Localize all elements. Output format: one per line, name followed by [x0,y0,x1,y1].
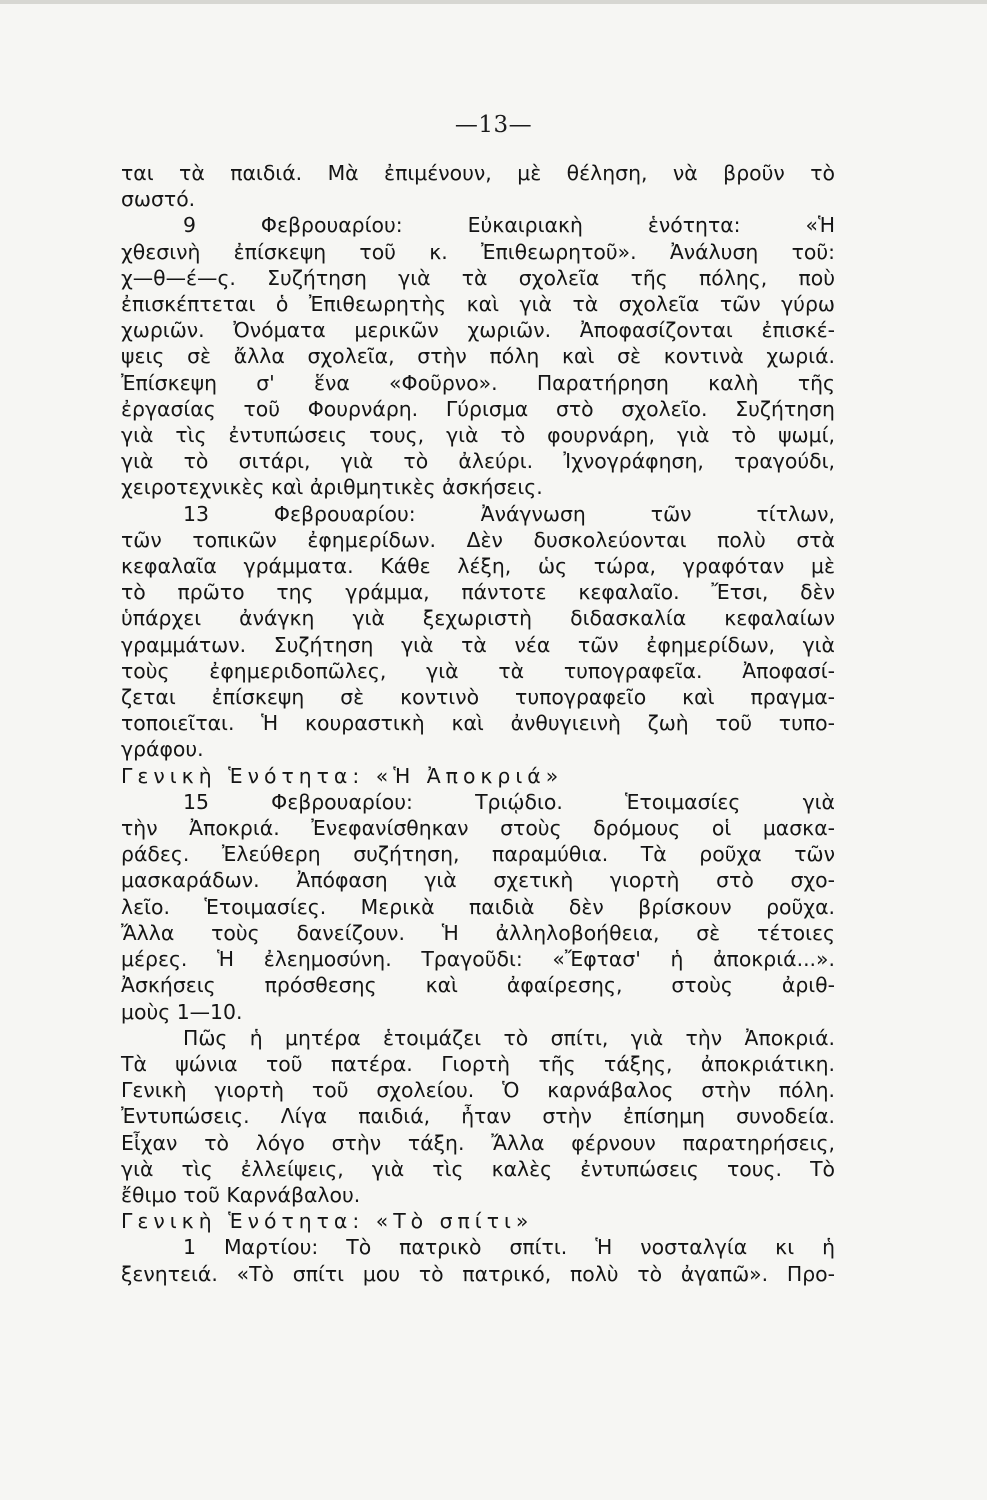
text-line: γιὰ τὶς ἐντυπώσεις τους, γιὰ τὸ φουρνάρη, γιὰ τὸ ψωμί, [121,423,835,448]
text-line: χωριῶν. Ὀνόματα μερικῶν χωριῶν. Ἀποφασίζονται ἐπισκέ- [121,318,835,343]
text-line: γράφου. [121,737,204,762]
text-line: Τὰ ψώνια τοῦ πατέρα. Γιορτὴ τῆς τάξης, ἀποκριάτικη. [121,1051,835,1076]
text-line: ἐπισκέπτεται ὁ Ἐπιθεωρητὴς καὶ γιὰ τὰ σχολεῖα τῶν γύρω [121,292,835,317]
text-line: μασκαράδων. Ἀπόφαση γιὰ σχετικὴ γιορτὴ στὸ σχο- [121,868,835,893]
text-line: 9 Φεβρουαρίου: Εὐκαιριακὴ ἑνότητα: «Ἡ [183,213,835,238]
text-line: τοποιεῖται. Ἡ κουραστικὴ καὶ ἀνθυγιεινὴ ζωὴ τοῦ τυπο- [121,711,835,736]
page-number: —13— [454,112,533,138]
text-line: μοὺς 1—10. [121,999,243,1024]
text-line: τὴν Ἀποκριά. Ἐνεφανίσθηκαν στοὺς δρόμους οἱ μασκα- [121,816,835,841]
text-line: Ἐπίσκεψη σ' ἕνα «Φοῦρνο». Παρατήρηση καλὴ τῆς [121,370,835,395]
text-line: χθεσινὴ ἐπίσκεψη τοῦ κ. Ἐπιθεωρητοῦ». Ἀνάλυση τοῦ: [121,239,835,264]
text-line: Ἐντυπώσεις. Λίγα παιδιά, ἦταν στὴν ἐπίσημη συνοδεία. [121,1104,835,1129]
text-line: ἐργασίας τοῦ Φουρνάρη. Γύρισμα στὸ σχολεῖο. Συζήτηση [121,396,835,421]
text-line: μέρες. Ἡ ἐλεημοσύνη. Τραγοῦδι: «Ἔφτασ' ἡ ἀποκριά...». [121,947,835,972]
text-line: σωστό. [121,187,196,212]
text-line: τῶν τοπικῶν ἐφημερίδων. Δὲν δυσκολεύονται πολὺ στὰ [121,527,835,552]
text-line: Γενικὴ γιορτὴ τοῦ σχολείου. Ὁ καρνάβαλος στὴν πόλη. [121,1078,835,1103]
text-line: 13 Φεβρουαρίου: Ἀνάγνωση τῶν τίτλων, [183,501,835,526]
text-line: λεῖο. Ἑτοιμασίες. Μερικὰ παιδιὰ δὲν βρίσκουν ροῦχα. [121,894,835,919]
text-line: ται τὰ παιδιά. Μὰ ἐπιμένουν, μὲ θέληση, νὰ βροῦν τὸ [121,161,835,185]
text-line: χειροτεχνικὲς καὶ ἀριθμητικὲς ἀσκήσεις. [121,475,543,500]
text-line: ὑπάρχει ἀνάγκη γιὰ ξεχωριστὴ διδασκαλία κεφαλαίων [121,606,835,631]
text-line: χ—θ—έ—ς. Συζήτηση γιὰ τὰ σχολεῖα τῆς πόλης, ποὺ [121,265,835,290]
page-top-edge [0,0,987,4]
text-line: γιὰ τὶς ἐλλείψεις, γιὰ τὶς καλὲς ἐντυπώσεις τους. Τὸ [121,1156,835,1181]
text-line: τὸ πρῶτο της γράμμα, πάντοτε κεφαλαῖο. Ἔτσι, δὲν [121,580,835,605]
text-line: γραμμάτων. Συζήτηση γιὰ τὰ νέα τῶν ἐφημερίδων, γιὰ [121,632,835,657]
text-line: Ἄλλα τοὺς δανείζουν. Ἡ ἀλληλοβοήθεια, σὲ τέτοιες [121,920,835,945]
section-heading: Γενικὴ Ἑνότητα: «Τὸ σπίτι» [121,1209,534,1234]
text-line: 1 Μαρτίου: Τὸ πατρικὸ σπίτι. Ἡ νοσταλγία κι ἡ [183,1235,835,1260]
text-line: Πῶς ἡ μητέρα ἑτοιμάζει τὸ σπίτι, γιὰ τὴν Ἀποκριά. [183,1025,835,1050]
text-line: ψεις σὲ ἄλλα σχολεῖα, στὴν πόλη καὶ σὲ κοντινὰ χωριά. [121,344,835,369]
text-line: τοὺς ἐφημεριδοπῶλες, γιὰ τὰ τυπογραφεῖα. Ἀποφασί- [121,658,835,683]
section-heading: Γενικὴ Ἑνότητα: «Ἡ Ἀποκριά» [121,763,564,788]
text-line: ἔθιμο τοῦ Καρνάβαλου. [121,1182,361,1207]
text-line: ζεται ἐπίσκεψη σὲ κοντινὸ τυπογραφεῖο καὶ πραγμα- [121,685,835,710]
text-line: 15 Φεβρουαρίου: Τριῴδιο. Ἑτοιμασίες γιὰ [183,789,835,814]
text-line: γιὰ τὸ σιτάρι, γιὰ τὸ ἀλεύρι. Ἰχνογράφηση, τραγούδι, [121,449,835,474]
body-text [121,160,835,1287]
text-line: ράδες. Ἐλεύθερη συζήτηση, παραμύθια. Τὰ ροῦχα τῶν [121,842,835,867]
text-line: κεφαλαῖα γράμματα. Κάθε λέξη, ὡς τώρα, γραφόταν μὲ [121,554,835,579]
text-line: ξενητειά. «Τὸ σπίτι μου τὸ πατρικό, πολὺ τὸ ἀγαπῶ». Προ- [121,1261,835,1286]
text-line: Εἶχαν τὸ λόγο στὴν τάξη. Ἄλλα φέρνουν παρατηρήσεις, [121,1130,835,1155]
text-line: Ἀσκήσεις πρόσθεσης καὶ ἀφαίρεσης, στοὺς ἀριθ- [121,973,835,998]
